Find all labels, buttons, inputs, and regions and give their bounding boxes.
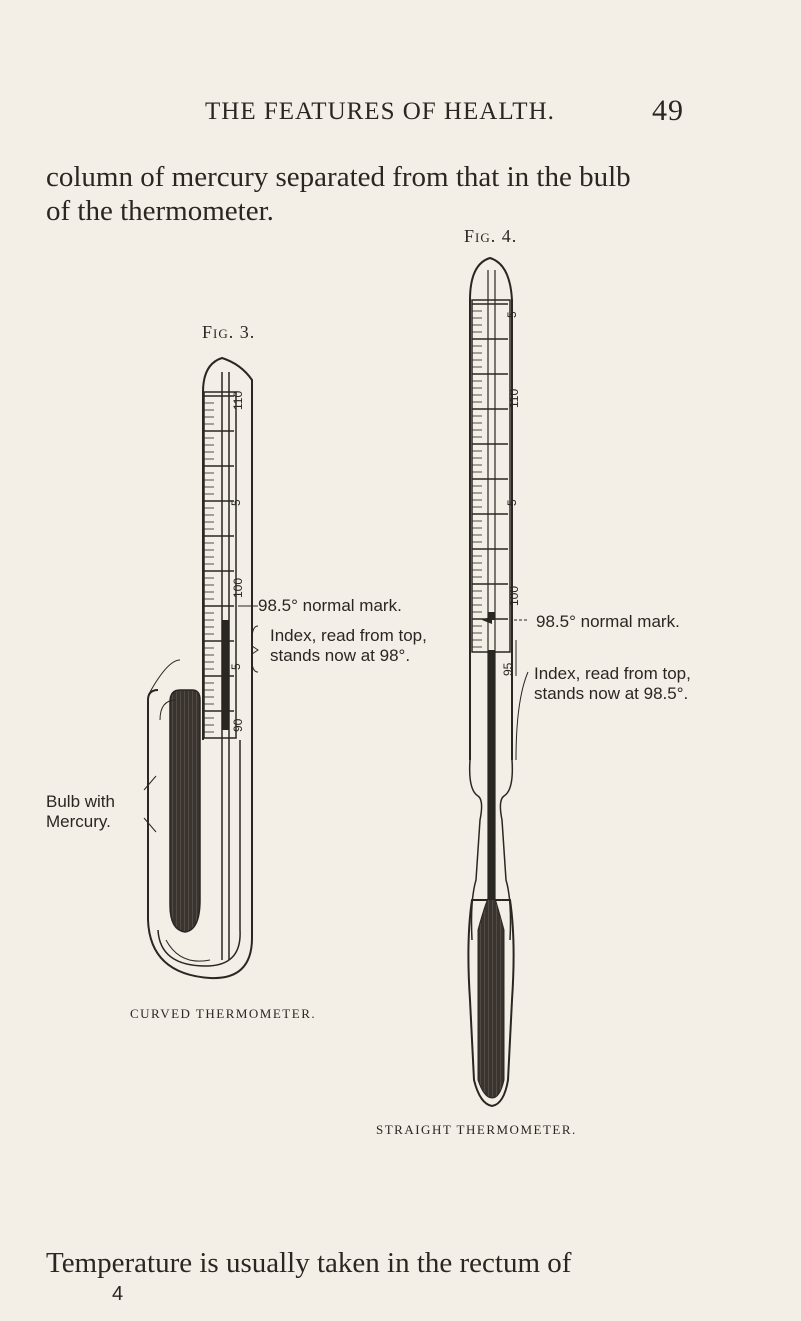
f4-scale-95: 95 bbox=[501, 662, 515, 676]
figure-4-label: Fig. 4. bbox=[464, 226, 518, 246]
signature-mark: 4 bbox=[112, 1283, 124, 1305]
straight-thermometer bbox=[468, 258, 528, 1106]
f4-scale-110: 110 bbox=[507, 388, 521, 408]
f3-scale-90: 90 bbox=[231, 718, 245, 732]
f4-scale-5a: 5 bbox=[505, 311, 519, 318]
f3-bulb-note-line2: Mercury. bbox=[46, 812, 111, 831]
f3-normal-mark-note: 98.5° normal mark. bbox=[258, 596, 402, 615]
f4-normal-mark-note: 98.5° normal mark. bbox=[536, 612, 680, 631]
f3-bulb-note-line1: Bulb with bbox=[46, 792, 115, 811]
f4-index-note-line2: stands now at 98.5°. bbox=[534, 684, 689, 703]
paragraph-line: Temperature is usually taken in the rectum of bbox=[46, 1247, 572, 1279]
straight-thermometer-ticks bbox=[472, 304, 508, 647]
f4-scale-100: 100 bbox=[507, 585, 521, 606]
paragraph-line: of the thermometer. bbox=[46, 195, 274, 227]
f3-scale-5b: 5 bbox=[229, 663, 243, 670]
f3-scale-5a: 5 bbox=[229, 499, 243, 506]
paragraph-line: column of mercury separated from that in the bulb bbox=[46, 161, 631, 193]
f3-scale-110: 110 bbox=[231, 390, 245, 410]
f4-scale-5b: 5 bbox=[505, 499, 519, 506]
f3-scale-100: 100 bbox=[231, 577, 245, 598]
f4-index-note-line1: Index, read from top, bbox=[534, 664, 691, 683]
f3-caption: CURVED THERMOMETER. bbox=[130, 1006, 317, 1021]
page-number: 49 bbox=[652, 94, 684, 127]
f4-caption: STRAIGHT THERMOMETER. bbox=[376, 1122, 577, 1137]
f3-index-note-line2: stands now at 98°. bbox=[270, 646, 411, 665]
running-head-title: THE FEATURES OF HEALTH. bbox=[205, 98, 555, 125]
f3-index-note-line1: Index, read from top, bbox=[270, 626, 427, 645]
figure-3-label: Fig. 3. bbox=[202, 322, 256, 342]
